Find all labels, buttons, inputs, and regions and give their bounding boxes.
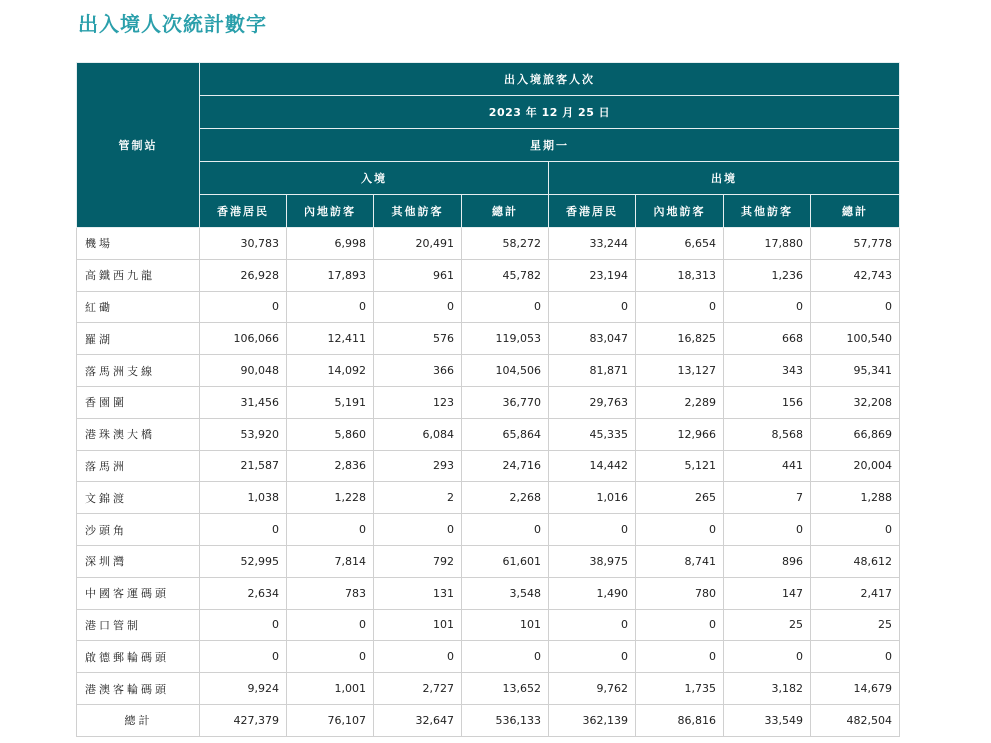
table-row	[77, 228, 900, 260]
table-cell: 3,182	[724, 673, 811, 705]
table-row	[77, 259, 900, 291]
table-cell: 0	[287, 641, 374, 673]
control-point-name: 中國客運碼頭	[77, 577, 200, 609]
table-header	[77, 63, 900, 228]
table-cell: 6,998	[287, 228, 374, 260]
table-cell: 293	[374, 450, 462, 482]
table-cell: 25	[724, 609, 811, 641]
table-cell: 20,491	[374, 228, 462, 260]
table-cell: 0	[462, 291, 549, 323]
table-cell: 343	[724, 355, 811, 387]
table-cell: 576	[374, 323, 462, 355]
table-row	[77, 641, 900, 673]
table-row	[77, 323, 900, 355]
arrival-header: 入境	[200, 162, 549, 195]
table-cell: 441	[724, 450, 811, 482]
table-cell: 57,778	[811, 228, 900, 260]
table-cell: 6,084	[374, 418, 462, 450]
table-row	[77, 418, 900, 450]
table-cell: 106,066	[200, 323, 287, 355]
control-point-name: 落馬洲	[77, 450, 200, 482]
table-cell: 6,654	[636, 228, 724, 260]
table-cell: 2,417	[811, 577, 900, 609]
table-cell: 52,995	[200, 545, 287, 577]
control-point-name: 落馬洲支線	[77, 355, 200, 387]
table-cell: 30,783	[200, 228, 287, 260]
column-header: 總計	[811, 195, 900, 228]
table-cell: 5,191	[287, 386, 374, 418]
table-cell: 265	[636, 482, 724, 514]
table-cell: 42,743	[811, 259, 900, 291]
table-cell: 61,601	[462, 545, 549, 577]
table-row	[77, 577, 900, 609]
table-cell: 131	[374, 577, 462, 609]
table-cell: 0	[374, 514, 462, 546]
table-cell: 2	[374, 482, 462, 514]
table-cell: 1,038	[200, 482, 287, 514]
table-cell: 1,236	[724, 259, 811, 291]
table-cell: 14,679	[811, 673, 900, 705]
table-cell: 1,288	[811, 482, 900, 514]
column-header: 其他訪客	[724, 195, 811, 228]
table-cell: 48,612	[811, 545, 900, 577]
table-cell: 25	[811, 609, 900, 641]
table-cell: 83,047	[549, 323, 636, 355]
table-cell: 147	[724, 577, 811, 609]
weekday-header: 星期一	[200, 129, 900, 162]
table-cell: 14,442	[549, 450, 636, 482]
control-point-name: 深圳灣	[77, 545, 200, 577]
control-point-name: 高鐵西九龍	[77, 259, 200, 291]
table-cell: 0	[724, 291, 811, 323]
table-cell: 0	[636, 641, 724, 673]
control-point-name: 總計	[77, 704, 200, 736]
table-cell: 0	[287, 291, 374, 323]
control-point-name: 港珠澳大橋	[77, 418, 200, 450]
group-header: 出入境旅客人次	[200, 63, 900, 96]
table-cell: 123	[374, 386, 462, 418]
table-cell: 7,814	[287, 545, 374, 577]
table-cell: 24,716	[462, 450, 549, 482]
table-row	[77, 545, 900, 577]
table-cell: 5,860	[287, 418, 374, 450]
table-cell: 101	[374, 609, 462, 641]
table-cell: 156	[724, 386, 811, 418]
page-title: 出入境人次統計數字	[78, 12, 267, 36]
table-cell: 2,268	[462, 482, 549, 514]
control-point-name: 港口管制	[77, 609, 200, 641]
table-cell: 0	[549, 291, 636, 323]
table-cell: 366	[374, 355, 462, 387]
table-cell: 5,121	[636, 450, 724, 482]
table-cell: 1,016	[549, 482, 636, 514]
table-cell: 17,880	[724, 228, 811, 260]
column-header: 總計	[462, 195, 549, 228]
table-cell: 7	[724, 482, 811, 514]
table-row	[77, 482, 900, 514]
table-cell: 66,869	[811, 418, 900, 450]
table-cell: 100,540	[811, 323, 900, 355]
table-cell: 21,587	[200, 450, 287, 482]
table-body	[77, 228, 900, 737]
table-cell: 36,770	[462, 386, 549, 418]
table-cell: 2,289	[636, 386, 724, 418]
table-cell: 780	[636, 577, 724, 609]
table-cell: 783	[287, 577, 374, 609]
table-cell: 0	[287, 514, 374, 546]
table-cell: 1,001	[287, 673, 374, 705]
table-cell: 32,208	[811, 386, 900, 418]
control-point-name: 羅湖	[77, 323, 200, 355]
table-cell: 8,568	[724, 418, 811, 450]
table-cell: 58,272	[462, 228, 549, 260]
table-cell: 1,490	[549, 577, 636, 609]
control-point-name: 文錦渡	[77, 482, 200, 514]
table-cell: 0	[636, 291, 724, 323]
table-cell: 0	[200, 609, 287, 641]
table-cell: 23,194	[549, 259, 636, 291]
table-cell: 0	[811, 291, 900, 323]
control-point-name: 紅磡	[77, 291, 200, 323]
control-point-name: 港澳客輪碼頭	[77, 673, 200, 705]
table-row	[77, 514, 900, 546]
table-cell: 961	[374, 259, 462, 291]
table-cell: 45,782	[462, 259, 549, 291]
table-cell: 16,825	[636, 323, 724, 355]
table-row	[77, 609, 900, 641]
table-cell: 65,864	[462, 418, 549, 450]
table-cell: 0	[724, 641, 811, 673]
table-cell: 0	[549, 514, 636, 546]
table-cell: 18,313	[636, 259, 724, 291]
table-cell: 896	[724, 545, 811, 577]
table-cell: 95,341	[811, 355, 900, 387]
table-cell: 427,379	[200, 704, 287, 736]
table-cell: 17,893	[287, 259, 374, 291]
table-cell: 668	[724, 323, 811, 355]
table-cell: 0	[200, 291, 287, 323]
table-cell: 9,924	[200, 673, 287, 705]
table-row	[77, 355, 900, 387]
table-cell: 33,244	[549, 228, 636, 260]
control-point-header: 管制站	[77, 63, 200, 228]
column-header: 其他訪客	[374, 195, 462, 228]
table-cell: 8,741	[636, 545, 724, 577]
table-cell: 0	[549, 641, 636, 673]
table-cell: 12,966	[636, 418, 724, 450]
table-cell: 76,107	[287, 704, 374, 736]
table-cell: 0	[724, 514, 811, 546]
table-cell: 2,727	[374, 673, 462, 705]
total-row	[77, 704, 900, 736]
departure-header: 出境	[549, 162, 900, 195]
table-cell: 90,048	[200, 355, 287, 387]
table-cell: 0	[287, 609, 374, 641]
table-cell: 0	[811, 514, 900, 546]
table-cell: 9,762	[549, 673, 636, 705]
table-cell: 0	[374, 291, 462, 323]
table-cell: 0	[374, 641, 462, 673]
table-cell: 45,335	[549, 418, 636, 450]
table-cell: 29,763	[549, 386, 636, 418]
table-cell: 482,504	[811, 704, 900, 736]
table-cell: 1,735	[636, 673, 724, 705]
table-cell: 0	[462, 514, 549, 546]
column-header: 內地訪客	[636, 195, 724, 228]
table-row	[77, 450, 900, 482]
table-cell: 0	[811, 641, 900, 673]
control-point-name: 機場	[77, 228, 200, 260]
table-cell: 0	[549, 609, 636, 641]
table-cell: 81,871	[549, 355, 636, 387]
table-cell: 53,920	[200, 418, 287, 450]
table-cell: 86,816	[636, 704, 724, 736]
control-point-name: 香園圍	[77, 386, 200, 418]
table-cell: 0	[636, 514, 724, 546]
column-header: 香港居民	[200, 195, 287, 228]
table-cell: 119,053	[462, 323, 549, 355]
table-cell: 362,139	[549, 704, 636, 736]
table-cell: 20,004	[811, 450, 900, 482]
passenger-traffic-table	[76, 62, 900, 737]
table-cell: 32,647	[374, 704, 462, 736]
table-cell: 104,506	[462, 355, 549, 387]
control-point-name: 沙頭角	[77, 514, 200, 546]
table-cell: 3,548	[462, 577, 549, 609]
table-cell: 792	[374, 545, 462, 577]
table-cell: 38,975	[549, 545, 636, 577]
table-cell: 0	[462, 641, 549, 673]
control-point-name: 啟德郵輪碼頭	[77, 641, 200, 673]
table-cell: 31,456	[200, 386, 287, 418]
table-cell: 536,133	[462, 704, 549, 736]
table-cell: 0	[636, 609, 724, 641]
subheader-row	[77, 195, 900, 228]
table-cell: 2,634	[200, 577, 287, 609]
table-cell: 13,652	[462, 673, 549, 705]
table-cell: 0	[200, 514, 287, 546]
table-row	[77, 386, 900, 418]
table-row	[77, 291, 900, 323]
table-cell: 12,411	[287, 323, 374, 355]
table-row	[77, 673, 900, 705]
table-cell: 33,549	[724, 704, 811, 736]
table-cell: 14,092	[287, 355, 374, 387]
column-header: 內地訪客	[287, 195, 374, 228]
table-cell: 1,228	[287, 482, 374, 514]
table-cell: 26,928	[200, 259, 287, 291]
table-cell: 2,836	[287, 450, 374, 482]
date-header: 2023 年 12 月 25 日	[200, 96, 900, 129]
table-cell: 101	[462, 609, 549, 641]
table-cell: 13,127	[636, 355, 724, 387]
column-header: 香港居民	[549, 195, 636, 228]
table-cell: 0	[200, 641, 287, 673]
